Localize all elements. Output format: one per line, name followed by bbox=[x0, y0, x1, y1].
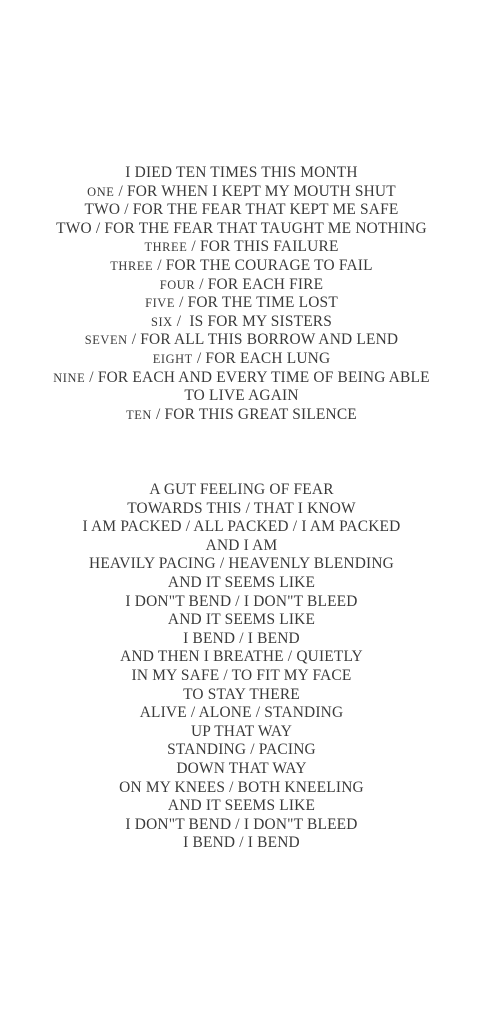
poem-line: TO STAY THERE bbox=[183, 685, 300, 703]
poem-line bbox=[0, 350, 483, 369]
poem-line: ON MY KNEES / BOTH KNEELING bbox=[119, 778, 364, 796]
poem-line bbox=[0, 164, 483, 183]
poem-line: DOWN THAT WAY bbox=[176, 759, 307, 777]
poem-line: I DON"T BEND / I DON"T BLEED bbox=[125, 815, 358, 833]
poem-line bbox=[0, 294, 483, 313]
line-text: I DIED TEN TIMES THIS MONTH bbox=[125, 164, 358, 181]
poem-line: IN MY SAFE / TO FIT MY FACE bbox=[131, 666, 352, 684]
poem-line: UP THAT WAY bbox=[190, 722, 293, 740]
poem-line bbox=[0, 201, 483, 220]
line-text: / FOR THIS GREAT SILENCE bbox=[151, 405, 357, 423]
poem-line: AND IT SEEMS LIKE bbox=[167, 573, 316, 591]
stanza-two bbox=[0, 481, 483, 853]
poem-line: ALIVE / ALONE / STANDING bbox=[139, 704, 344, 722]
line-text: / FOR EACH AND EVERY TIME OF BEING ABLE bbox=[85, 368, 430, 386]
poem-line: I DON"T BEND / I DON"T BLEED bbox=[125, 592, 358, 610]
line-text: / FOR ALL THIS BORROW AND LEND bbox=[127, 331, 399, 349]
line-number: FIVE bbox=[145, 296, 176, 311]
line-number: THREE bbox=[144, 240, 188, 255]
poem-line: I BEND / I BEND bbox=[183, 629, 300, 647]
poem-line: A GUT FEELING OF FEAR bbox=[149, 481, 334, 498]
line-number: THREE bbox=[110, 258, 154, 273]
poem-line bbox=[0, 220, 483, 239]
line-text: TWO / FOR THE FEAR THAT TAUGHT ME NOTHING bbox=[56, 219, 427, 237]
poem-line bbox=[0, 238, 483, 257]
poem-line: I AM PACKED / ALL PACKED / I AM PACKED bbox=[82, 518, 401, 536]
poem-line bbox=[0, 331, 483, 350]
stanza-one bbox=[0, 164, 483, 424]
line-number: NINE bbox=[53, 370, 86, 385]
line-number: SIX bbox=[150, 314, 173, 329]
poem-line bbox=[0, 257, 483, 276]
line-number: SEVEN bbox=[84, 333, 128, 348]
poem-line: AND IT SEEMS LIKE bbox=[167, 611, 316, 629]
poem-line bbox=[0, 183, 483, 202]
poem-line bbox=[0, 313, 483, 332]
poem-line: AND THEN I BREATHE / QUIETLY bbox=[120, 648, 363, 666]
line-number: TEN bbox=[126, 407, 152, 422]
poem-line bbox=[0, 369, 483, 388]
line-text: / FOR EACH LUNG bbox=[192, 349, 331, 367]
poem-line bbox=[0, 387, 483, 406]
line-text: / IS FOR MY SISTERS bbox=[172, 312, 333, 330]
line-text: / FOR EACH FIRE bbox=[195, 275, 324, 293]
line-number: ONE bbox=[87, 184, 115, 199]
line-text: / FOR THIS FAILURE bbox=[187, 238, 339, 256]
poem-line: TOWARDS THIS / THAT I KNOW bbox=[127, 499, 356, 517]
line-text: TO LIVE AGAIN bbox=[184, 387, 299, 405]
poem-line: HEAVILY PACING / HEAVENLY BLENDING bbox=[89, 555, 394, 573]
poem-line: AND IT SEEMS LIKE bbox=[167, 797, 316, 815]
poem-line: STANDING / PACING bbox=[167, 741, 316, 759]
poem-line bbox=[0, 276, 483, 295]
poem-line: AND I AM bbox=[205, 536, 278, 554]
line-text: TWO / FOR THE FEAR THAT KEPT ME SAFE bbox=[84, 201, 399, 219]
poem-line: I BEND / I BEND bbox=[183, 834, 300, 852]
line-number: FOUR bbox=[159, 277, 196, 292]
line-text: / FOR THE TIME LOST bbox=[175, 294, 338, 312]
line-text: / FOR WHEN I KEPT MY MOUTH SHUT bbox=[114, 182, 396, 200]
line-text: / FOR THE COURAGE TO FAIL bbox=[153, 256, 373, 274]
poem-line bbox=[0, 406, 483, 425]
line-number: EIGHT bbox=[152, 351, 193, 366]
